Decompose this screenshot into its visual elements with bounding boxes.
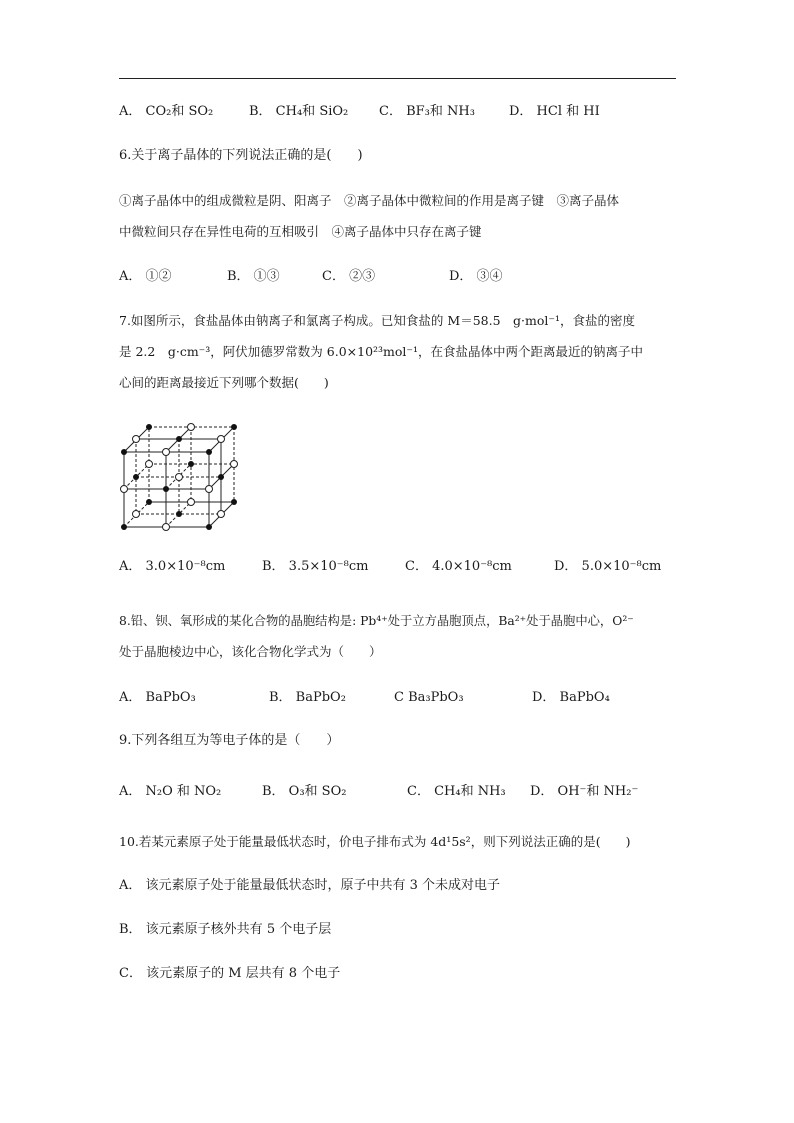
q5-options	[119, 104, 600, 120]
q6-line-1: ①离子晶体中的组成微粒是阴、阳离子 ②离子晶体中微粒间的作用是离子键 ③离子晶体	[119, 193, 620, 208]
q9-option-b: B． O₃和 SO₂	[262, 784, 347, 799]
q6-option-d: D． ③④	[449, 269, 503, 284]
q7-line-2: 是 2.2 g·cm⁻³，阿伏加德罗常数为 6.0×10²³mol⁻¹，在食盐晶体中两个距离最近的钠离子中	[119, 344, 644, 359]
q8-options	[119, 690, 610, 706]
nacl-crystal-figure	[114, 417, 244, 537]
q10-option-a: A． 该元素原子处于能量最低状态时，原子中共有 3 个未成对电子	[119, 878, 501, 893]
header-rule	[119, 78, 676, 79]
q6-option-a: A． ①②	[119, 269, 172, 284]
q9-option-a: A． N₂O 和 NO₂	[119, 784, 222, 799]
q7-option-b: B． 3.5×10⁻⁸cm	[262, 559, 369, 574]
q6-line-2: 中微粒间只存在异性电荷的互相吸引 ④离子晶体中只存在离子键	[119, 224, 482, 239]
q7-option-a: A． 3.0×10⁻⁸cm	[119, 559, 226, 574]
q9-option-c: C． CH₄和 NH₃	[407, 784, 506, 799]
q8-line-2: 处于晶胞棱边中心，该化合物化学式为（ ）	[119, 644, 382, 659]
q8-option-d: D． BaPbO₄	[532, 690, 610, 705]
q10-option-c: C． 该元素原子的 M 层共有 8 个电子	[119, 966, 341, 981]
q9-stem: 9.下列各组互为等电子体的是（ ）	[119, 733, 340, 748]
q7-line-1: 7.如图所示，食盐晶体由钠离子和氯离子构成。已知食盐的 M＝58.5 g·mol⁻¹，食盐的密度	[119, 313, 635, 328]
q6-options	[119, 269, 503, 285]
q10-option-b: B． 该元素原子核外共有 5 个电子层	[119, 922, 332, 937]
q7-line-3: 心间的距离最接近下列哪个数据( )	[119, 375, 329, 390]
q7-option-d: D． 5.0×10⁻⁸cm	[554, 559, 662, 574]
q8-option-a: A． BaPbO₃	[119, 690, 196, 705]
q9-options	[119, 784, 638, 800]
q6-stem: 6.关于离子晶体的下列说法正确的是( )	[119, 148, 363, 163]
q7-option-c: C． 4.0×10⁻⁸cm	[405, 559, 512, 574]
q6-option-b: B． ①③	[227, 269, 280, 284]
q8-option-b: B． BaPbO₂	[269, 690, 346, 705]
q5-option-a: A． CO₂和 SO₂	[119, 104, 214, 119]
q6-option-c: C． ②③	[322, 269, 376, 284]
q5-option-b: B． CH₄和 SiO₂	[249, 104, 349, 119]
q8-line-1: 8.铅、钡、氧形成的某化合物的晶胞结构是: Pb⁴⁺处于立方晶胞顶点，Ba²⁺处于晶胞中心，O²⁻	[119, 614, 634, 628]
q7-options	[119, 559, 661, 575]
q5-option-d: D． HCl 和 HI	[509, 104, 600, 119]
q5-option-c: C． BF₃和 NH₃	[379, 104, 475, 119]
q9-option-d: D． OH⁻和 NH₂⁻	[530, 784, 639, 799]
q8-option-c: C Ba₃PbO₃	[394, 690, 464, 705]
q10-stem: 10.若某元素原子处于能量最低状态时，价电子排布式为 4d¹5s²，则下列说法正确的是( )	[119, 834, 631, 849]
